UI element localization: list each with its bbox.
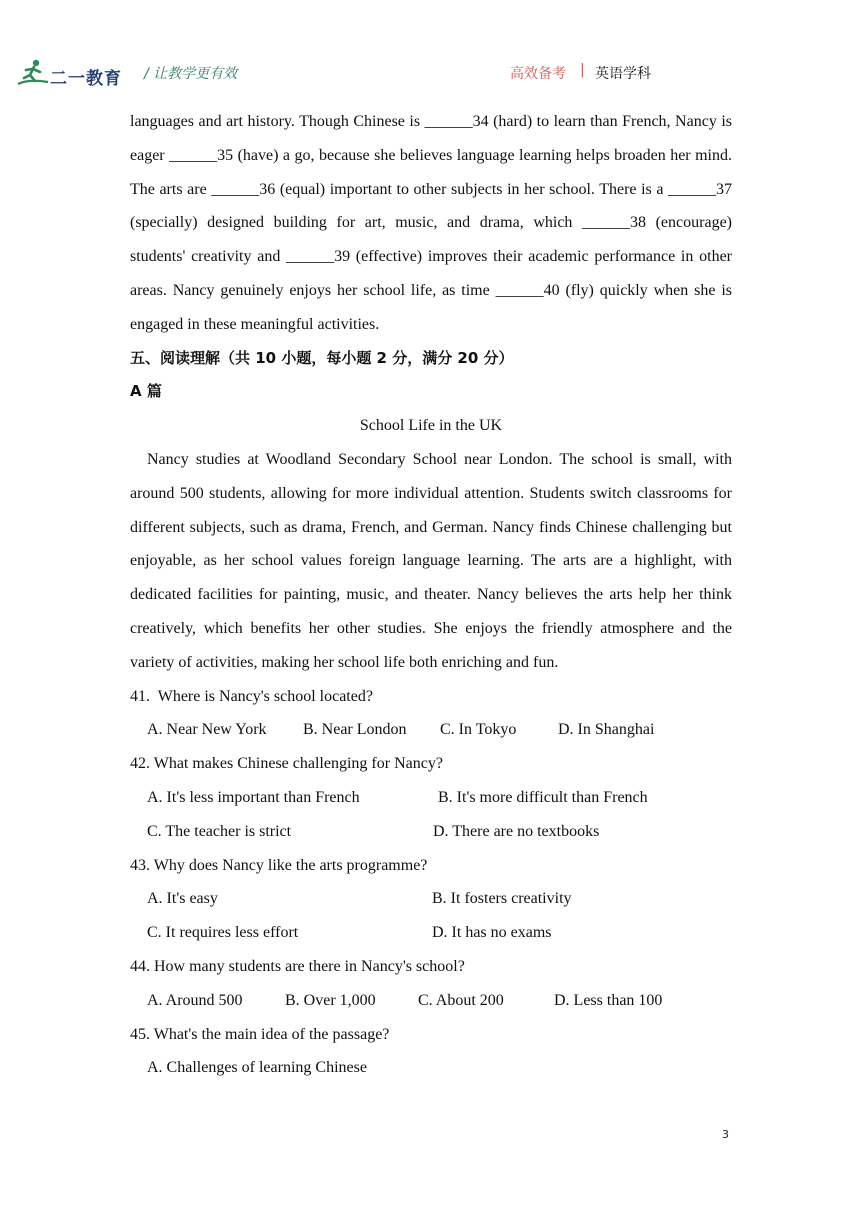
question-43-stem: 43. Why does Nancy like the arts programme? [130, 856, 428, 874]
logo [16, 58, 126, 90]
header-separator: | [580, 62, 585, 78]
option-b: B. It's more difficult than French [438, 788, 648, 806]
page-number: 3 [722, 1128, 729, 1141]
question-45-options [130, 1051, 732, 1085]
question-44-options [130, 984, 732, 1018]
option-b: B. Near London [303, 721, 407, 739]
option-a: A. Near New York [147, 721, 267, 739]
option-d: D. There are no textbooks [433, 822, 600, 840]
option-c: C. It requires less effort [147, 924, 299, 942]
question-44-stem: 44. How many students are there in Nancy's school? [130, 957, 465, 975]
option-d: D. It has no exams [432, 924, 552, 942]
passage-title: School Life in the UK [359, 417, 503, 435]
option-d: D. In Shanghai [558, 721, 655, 739]
page-header [0, 0, 860, 100]
running-person-icon [16, 58, 50, 88]
option-a: A. It's less important than French [147, 788, 360, 806]
option-d: D. Less than 100 [554, 991, 663, 1009]
question-41-options [130, 713, 732, 747]
option-c: C. The teacher is strict [147, 822, 292, 840]
passage-text: Nancy studies at Woodland Secondary School near London. The school is small, with around 500 students, allowing for more individual attention. Students switch classrooms for different subjects, such as drama, French, and German. Nancy finds Chinese challenging but enjoyable, as her school values foreign language learning. The arts are a highlight, with dedicated facilities for painting, music, and theater. Nancy believes the arts help her think creatively, which benefits her other studies. She enjoys the friendly atmosphere and the variety of activities, making her school life both enriching and fun. [130, 450, 732, 671]
option-c: C. In Tokyo [440, 721, 517, 739]
exam-tag: 高效备考 [510, 66, 566, 82]
document-body [130, 105, 732, 1085]
option-a: A. Around 500 [147, 991, 243, 1009]
subject-tag: 英语学科 [595, 66, 651, 82]
slogan: / 让教学更有效 [144, 66, 238, 82]
question-45-stem: 45. What's the main idea of the passage? [130, 1025, 390, 1043]
option-a: A. Challenges of learning Chinese [147, 1059, 367, 1077]
question-42-options-row1 [130, 781, 732, 815]
section-heading: 五、阅读理解（共 10 小题，每小题 2 分，满分 20 分） [130, 348, 514, 367]
option-a: A. It's easy [147, 890, 218, 908]
cloze-paragraph: languages and art history. Though Chinese is ______34 (hard) to learn than French, Nancy is eager ______35 (have) a go, because she believes language learning helps broaden her mind. The arts are ______36 (equal) important to other subjects in her school. There is a ______37 (specially) designed building for art, music, and drama, which ______38 (encourage) students' creativity and ______39 (effective) improves their academic performance in other areas. Nancy genuinely enjoys her school life, as time ______40 (fly) quickly when she is engaged in these meaningful activities. [130, 113, 732, 333]
logo-text: 二一教育 [50, 69, 122, 89]
question-41-stem: 41. Where is Nancy's school located? [130, 687, 373, 705]
question-42-stem: 42. What makes Chinese challenging for Nancy? [130, 755, 443, 773]
question-43-options-row1 [130, 882, 732, 916]
option-b: B. It fosters creativity [432, 890, 572, 908]
option-b: B. Over 1,000 [285, 991, 376, 1009]
part-label: A 篇 [130, 382, 162, 401]
question-43-options-row2 [130, 916, 732, 950]
option-c: C. About 200 [418, 991, 504, 1009]
question-42-options-row2 [130, 815, 732, 849]
